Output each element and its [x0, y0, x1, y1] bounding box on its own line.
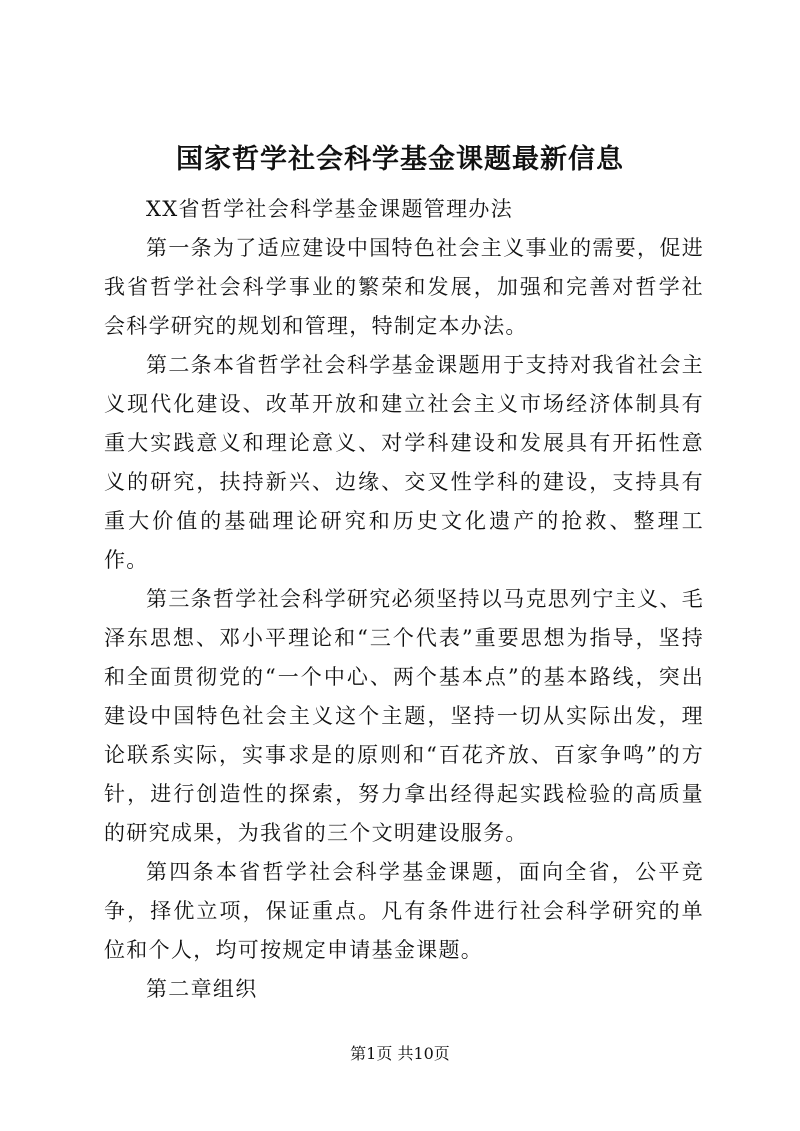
document-title: 国家哲学社会科学基金课题最新信息 [176, 144, 624, 175]
article-3: 第三条哲学社会科学研究必须坚持以马克思列宁主义、毛泽东思想、邓小平理论和“三个代表”重要思想为指导，坚持和全面贯彻党的“一个中心、两个基本点”的基本路线，突出建设中国特色社会主义这个主题，坚持一切从实际出发，理论联系实际，实事求是的原则和“百花齐放、百家争鸣”的方针，进行创造性的探索，努力拿出经得起实践检验的高质量的研究成果，为我省的三个文明建设服务。 [104, 587, 704, 845]
article-4: 第四条本省哲学社会科学基金课题，面向全省，公平竞争，择优立项，保证重点。凡有条件进行社会科学研究的单位和个人，均可按规定申请基金课题。 [104, 860, 704, 962]
article-1: 第一条为了适应建设中国特色社会主义事业的需要，促进我省哲学社会科学事业的繁荣和发展，加强和完善对哲学社会科学研究的规划和管理，特制定本办法。 [104, 236, 704, 338]
document-body [104, 190, 704, 1009]
article-2: 第二条本省哲学社会科学基金课题用于支持对我省社会主义现代化建设、改革开放和建立社会主义市场经济体制具有重大实践意义和理论意义、对学科建设和发展具有开拓性意义的研究，扶持新兴、边缘、交叉性学科的建设，支持具有重大价值的基础理论研究和历史文化遗产的抢救、整理工作。 [104, 353, 704, 572]
regulation-heading: XX省哲学社会科学基金课题管理办法 [146, 197, 513, 221]
page-footer: 第1页 共10页 [350, 1044, 450, 1063]
chapter-heading: 第二章组织 [146, 977, 258, 1001]
